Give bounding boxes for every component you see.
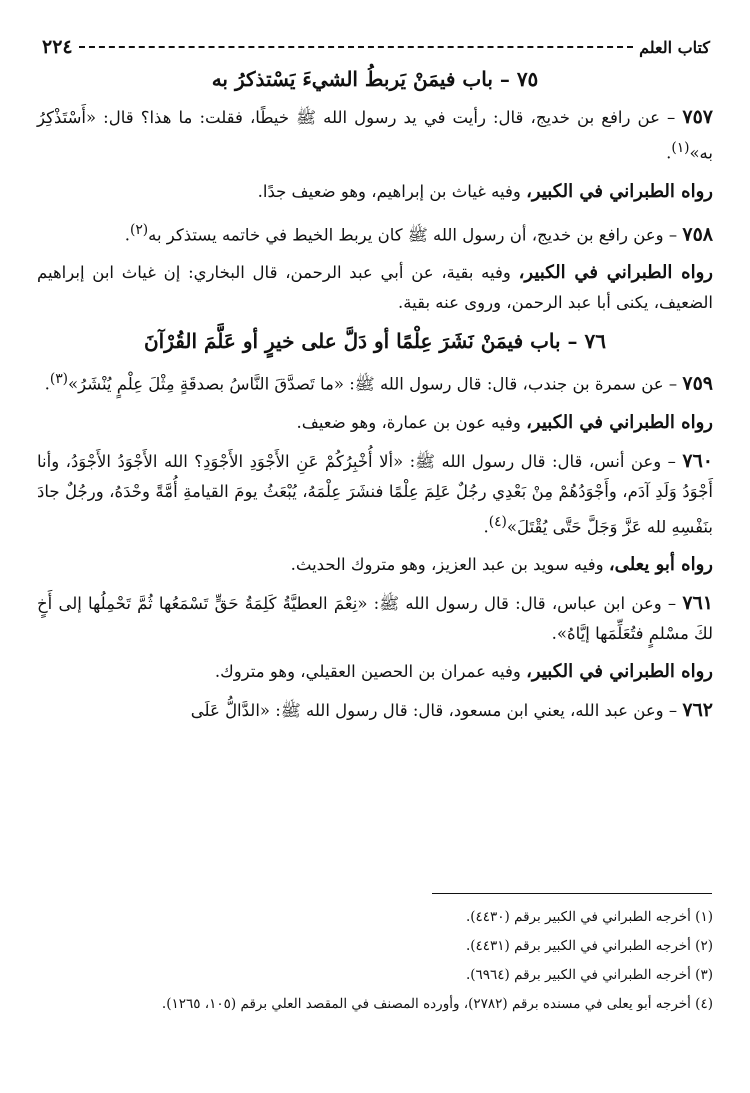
hadith-number: ٧٥٧ — [682, 106, 713, 128]
source-note: وفيه بقية، عن أبي عبد الرحمن، قال البخاري: إن غياث ابن إبراهيم الضعيف، يكنى أبا عبد الرحمن، وروى عنه بقية. — [37, 263, 713, 312]
hadith-759 — [37, 364, 713, 400]
header-rule — [79, 46, 633, 48]
source-note: وفيه سويد بن عبد العزيز، وهو متروك الحديث. — [290, 555, 609, 574]
source-759 — [37, 408, 713, 438]
hadith-number: ٧٦٢ — [682, 699, 713, 721]
hadith-761 — [37, 588, 713, 649]
source-note: وفيه عمران بن الحصين العقيلي، وهو متروك. — [214, 662, 527, 681]
chapter-75-title: ٧٥ – باب فيمَنْ يَربطُ الشيءَ يَسْتذكرُ به — [211, 67, 539, 91]
hadith-758 — [37, 215, 713, 251]
source-760 — [37, 550, 713, 580]
source-note: وفيه عون بن عمارة، وهو ضعيف. — [296, 412, 527, 432]
running-header — [36, 36, 714, 58]
hadith-end: . — [124, 225, 130, 244]
source-name: رواه أبو يعلى، — [608, 554, 713, 575]
source-name: رواه الطبراني في الكبير، — [526, 661, 713, 682]
footnote-2: (٢) أخرجه الطبراني في الكبير برقم (٤٤٣١). — [465, 938, 713, 954]
hadith-text: – وعن ابن عباس، قال: قال رسول الله ﷺ: «نِعْمَ العطيَّةُ كَلِمَةُ حَقٍّ تَسْمَعُها ثُمَّ تَحْمِلُها إلى أَخٍ لكَ مسْلمٍ فتُعَلِّمَها إيَّاهُ». — [37, 594, 713, 643]
hadith-end: . — [44, 374, 50, 394]
hadith-number: ٧٥٨ — [682, 223, 713, 245]
hadith-757 — [37, 102, 713, 169]
source-758 — [37, 258, 713, 318]
hadith-text: – عن رافع بن خديج، قال: رأيت في يد رسول الله ﷺ خيطًا، فقلت: ما هذا؟ قال: «أَسْتَذْكِرُ به» — [37, 108, 713, 163]
footnote-1: (١) أخرجه الطبراني في الكبير برقم (٤٤٣٠). — [465, 909, 713, 925]
chapter-76-title: ٧٦ – باب فيمَنْ نَشَرَ عِلْمًا أو دَلَّ على خيرٍ أو عَلَّمَ القُرْآنَ — [143, 329, 606, 353]
hadith-text: – عن سمرة بن جندب، قال: قال رسول الله ﷺ: «ما تَصدَّقَ النَّاسُ بصدقَةٍ مِثْلَ عِلْمٍ يُنْشَرُ» — [68, 374, 683, 394]
hadith-end: . — [483, 517, 489, 536]
page-number: ٢٢٤ — [42, 36, 73, 58]
hadith-text: – وعن أنس، قال: قال رسول الله ﷺ: «ألا أُخْبِرُكُمْ عَنِ الأَجْوَدِ الأَجْوَدِ؟ الله الأَجْوَدُ الأَجْوَدُ، وأنا أَجْوَدُ وَلَدِ آدَم، وأَجْوَدُهُمْ مِنْ بَعْدِي رجُلٌ عَلِمَ عِلْمًا فنشَرَ عِلْمَهُ، يُبْعَثُ يومَ القيامةِ أُمَّةً وحْدَهُ، ورجُلٌ جادَ بنَفْسِهِ لله عَزَّ وَجَلَّ حَتَّى يُقْتَلَ» — [37, 451, 713, 536]
hadith-number: ٧٦١ — [682, 592, 713, 614]
source-name: رواه الطبراني في الكبير، — [518, 262, 713, 283]
footnote-3: (٣) أخرجه الطبراني في الكبير برقم (٦٩٦٤). — [465, 967, 713, 983]
source-name: رواه الطبراني في الكبير، — [526, 411, 713, 433]
source-note: وفيه غياث بن إبراهيم، وهو ضعيف جدًا. — [257, 181, 527, 201]
footnotes — [37, 903, 713, 1019]
hadith-number: ٧٦٠ — [682, 449, 713, 472]
hadith-end: . — [666, 143, 672, 163]
book-title: كتاب العلم — [639, 37, 710, 57]
source-757 — [37, 177, 713, 207]
footnote-separator — [432, 893, 712, 894]
hadith-text: – وعن عبد الله، يعني ابن مسعود، قال: قال رسول الله ﷺ: «الدَّالُّ عَلَى — [190, 701, 683, 720]
page-body — [37, 64, 713, 734]
source-name: رواه الطبراني في الكبير، — [526, 180, 713, 202]
hadith-text: – وعن رافع بن خديج، أن رسول الله ﷺ كان يربط الخيط في خاتمه يستذكر به — [148, 225, 683, 244]
hadith-762 — [37, 695, 713, 726]
source-761 — [37, 657, 713, 687]
footnote-ref[interactable]: (٢) — [129, 221, 149, 238]
footnote-4: (٤) أخرجه أبو يعلى في مسنده برقم (٢٧٨٢)، وأورده المصنف في المقصد العلي برقم (١٠٥، ١٢٦٥). — [161, 996, 713, 1012]
footnote-ref[interactable]: (١) — [671, 140, 690, 156]
footnote-ref[interactable]: (٣) — [49, 371, 69, 387]
hadith-number: ٧٥٩ — [682, 372, 713, 395]
hadith-760 — [37, 446, 713, 543]
footnote-ref[interactable]: (٤) — [488, 513, 507, 530]
